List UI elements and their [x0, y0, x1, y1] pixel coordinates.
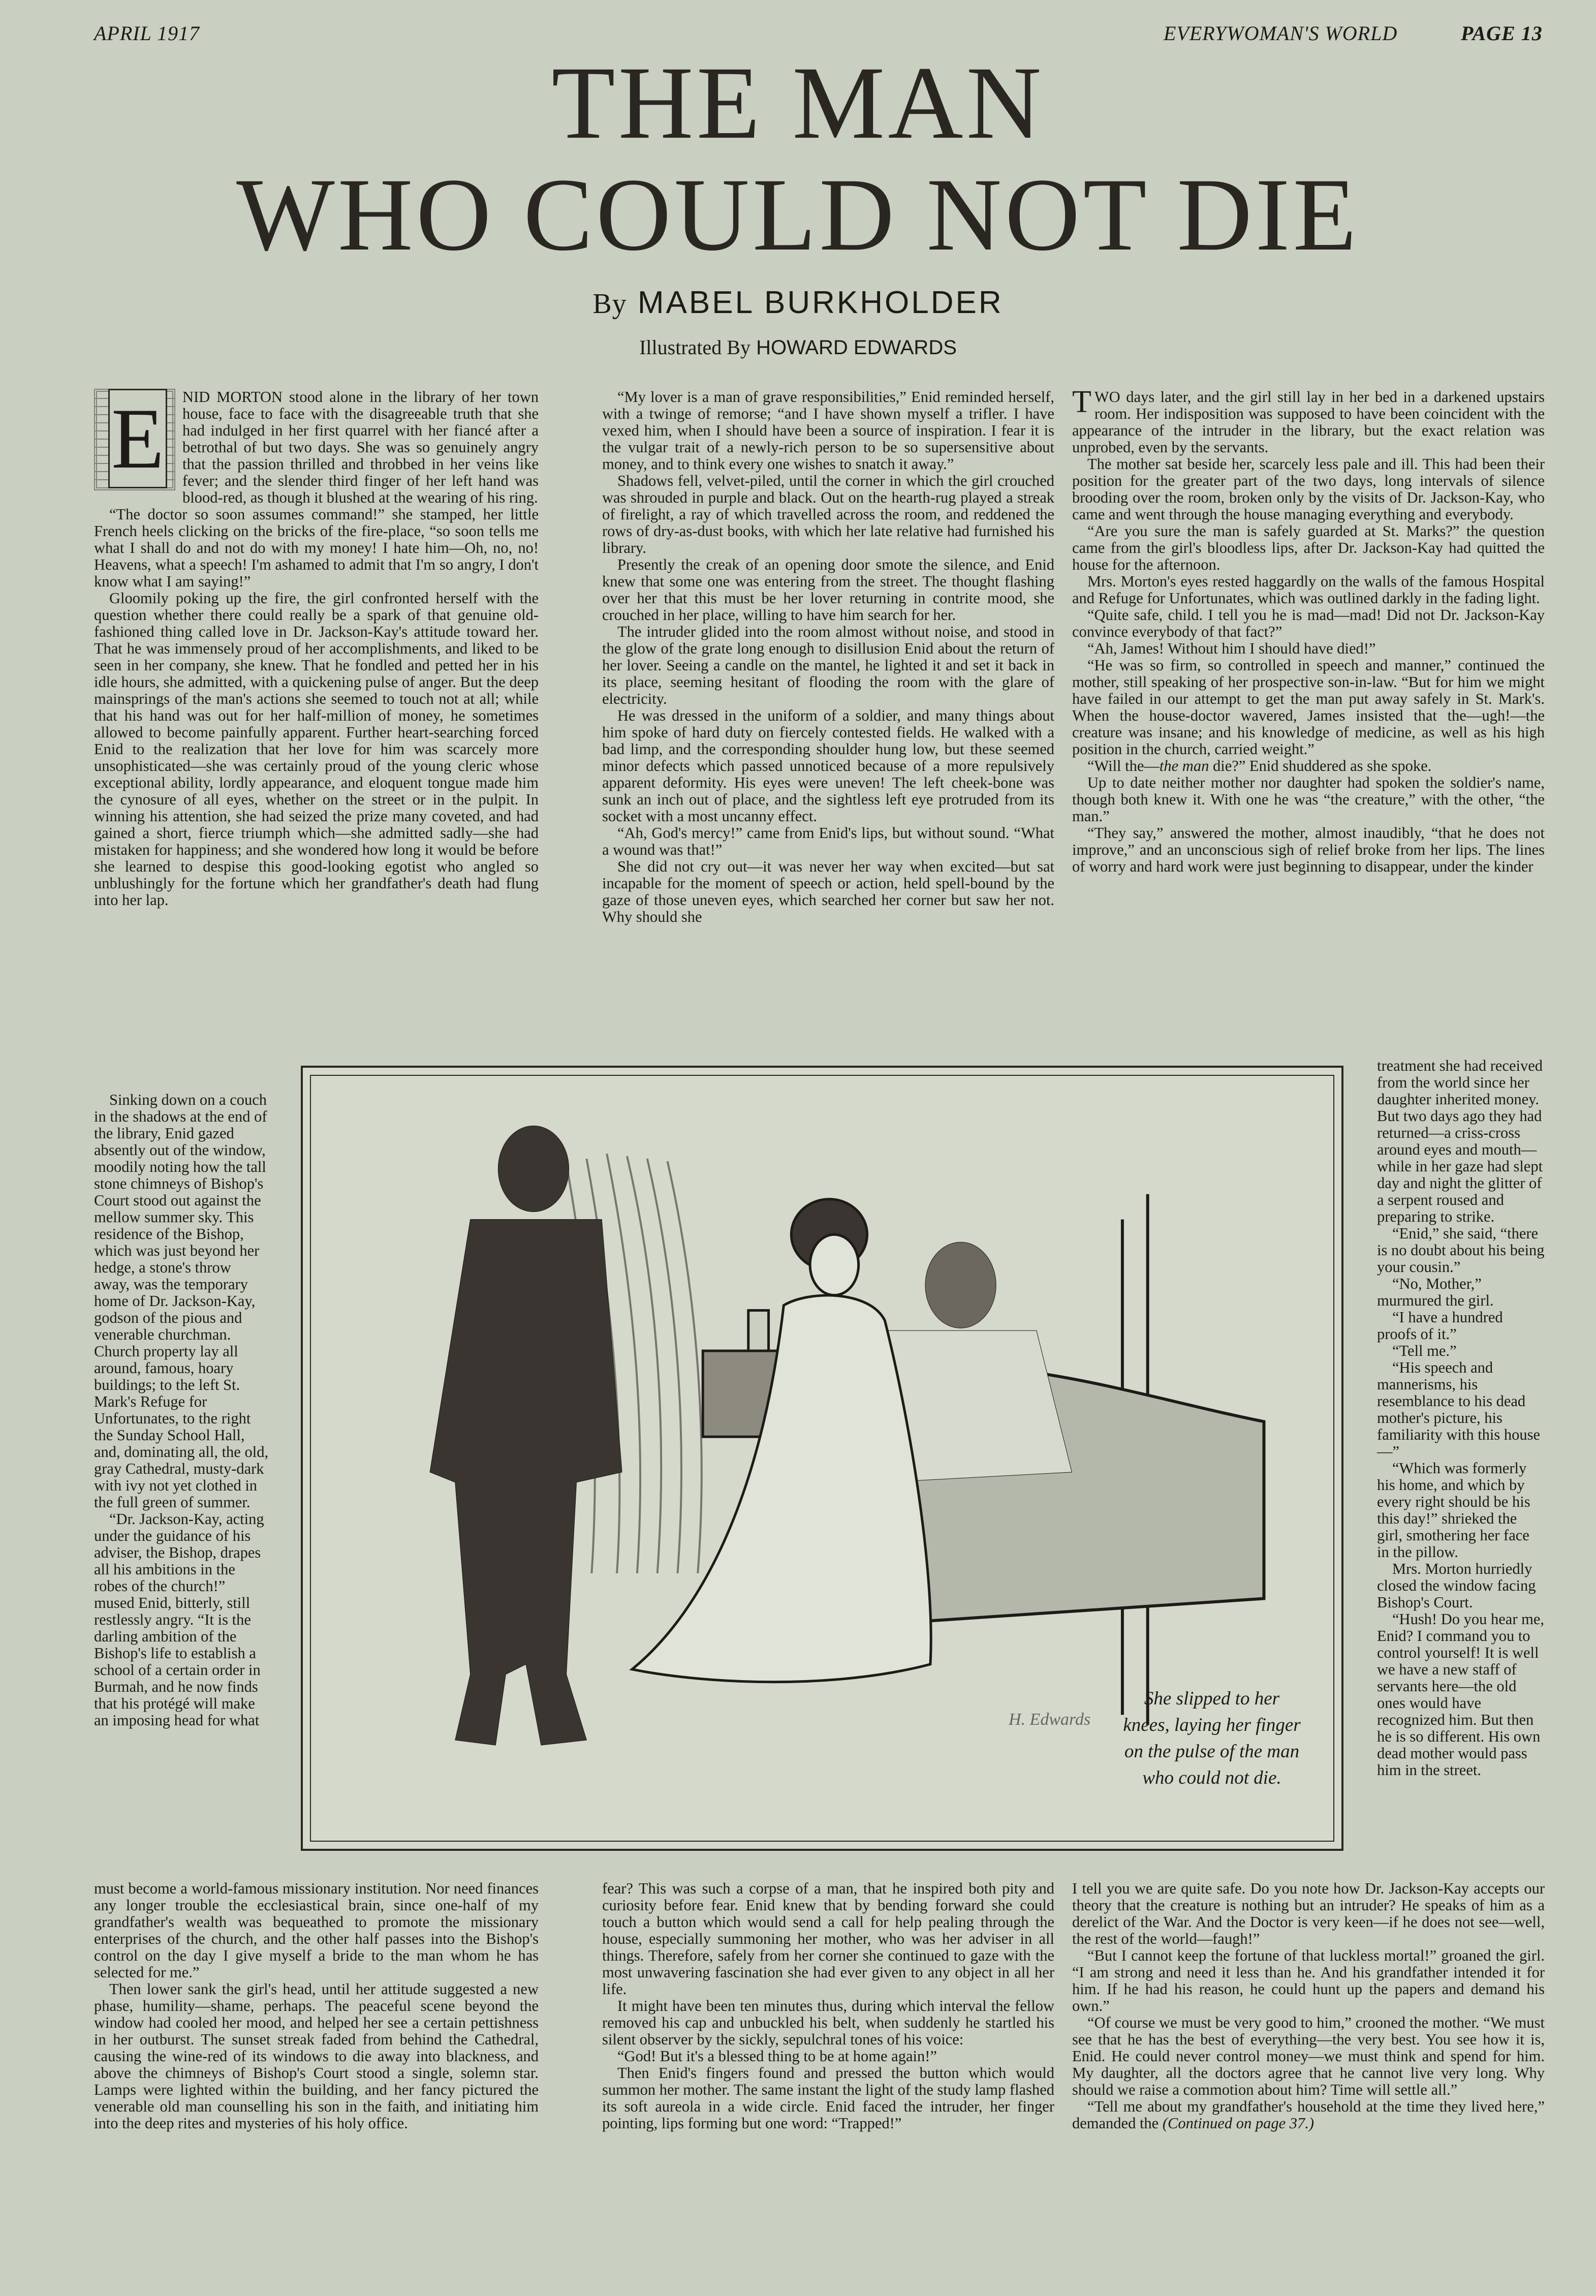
paragraph: fear? This was such a corpse of a man, that he inspired both pity and curiosity before fear. Enid knew that by bending forward she could touch a button which would send a call for help pealing through the house, especially summoning her mother, who was her adviser in all things. Therefore, safely from her corner she continued to gaze with the most unwavering fascination she had ever given to any object in all her life. — [602, 1880, 1054, 1998]
paragraph — [1072, 2098, 1545, 2132]
byline — [0, 285, 1596, 321]
paragraph: It might have been ten minutes thus, during which interval the fellow removed his cap and unbuckled his belt, when suddenly he startled his silent observer by the sickly, sepulchral tones of his voice: — [602, 1997, 1054, 2048]
caption-line: who could not die. — [1142, 1767, 1281, 1788]
paragraph: Then Enid's fingers found and pressed the button which would summon her mother. The same instant the light of the study lamp flashed its soft aureola in a wide circle. Enid faced the intruder, her finger pointing, lips forming but one word: “Trapped!” — [602, 2064, 1054, 2132]
caption-line: She slipped to her — [1144, 1688, 1280, 1709]
column-1-bottom — [94, 1880, 539, 2132]
column-3-bottom — [1072, 1880, 1545, 2132]
paragraph: “The doctor so soon assumes command!” she stamped, her little French heels clicking on the bricks of the fire-place, “so soon tells me what I shall do and not do with my money! I hate him—Oh, no, no! Heavens, what a speech! I'm ashamed to admit that I'm so angry, I don't know what I am saying!” — [94, 506, 539, 590]
paragraph: I tell you we are quite safe. Do you note how Dr. Jackson-Kay accepts our theory that the creature is nothing but an intruder? He speaks of him as a derelict of the War. And the Doctor is very keen—if he does not see—well, the rest of the world—faugh!” — [1072, 1880, 1545, 1947]
paragraph: He was dressed in the uniform of a soldier, and many things about him spoke of hard duty on fiercely contested fields. He walked with a bad limp, and the corresponding shoulder hung low, but these seemed minor defects which passed unnoticed because of a more repulsively apparent deformity. His eyes were uneven! The left cheek-bone was sunk an inch out of place, and the sightless left eye protruded from its socket with a most uncanny effect. — [602, 707, 1054, 825]
column-1-narrow — [94, 1092, 269, 1729]
paragraph: “His speech and mannerisms, his resemblance to his dead mother's picture, his familiarity with this house—” — [1377, 1359, 1541, 1460]
column-2-bottom — [602, 1880, 1054, 2132]
title-line-2: WHO COULD NOT DIE — [236, 157, 1360, 272]
paragraph: “Ah, God's mercy!” came from Enid's lips, but without sound. “What a wound was that!” — [602, 824, 1054, 858]
soldier-figure-icon — [430, 1126, 622, 1745]
column-2-top — [602, 389, 1054, 925]
paragraph: “Are you sure the man is safely guarded at St. Marks?” the question came from the girl's bloodless lips, after Dr. Jackson-Kay had quitted the house for the afternoon. — [1072, 522, 1545, 573]
illustration-caption — [1092, 1686, 1331, 1791]
paragraph: “God! But it's a blessed thing to be at home again!” — [617, 2047, 937, 2065]
paragraph: Mrs. Morton hurriedly closed the window facing Bishop's Court. — [1377, 1560, 1536, 1611]
bedridden-man-icon — [885, 1242, 1072, 1482]
paragraph: Shadows fell, velvet-piled, until the corner in which the girl crouched was shrouded in purple and black. Out on the hearth-rug played a streak of firelight, a ray of which travelled across the room, and reddened the rows of dry-as-dust books, with which her late relative had furnished his library. — [602, 472, 1054, 556]
text-span: die?” Enid shuddered as she spoke. — [1212, 757, 1432, 774]
illustrator-label: Illustrated By — [639, 336, 750, 359]
byline-by: By — [592, 288, 627, 320]
paragraph: “But I cannot keep the fortune of that luckless mortal!” groaned the girl. “I am strong and need it less than he. And his grandfather intended it for him. If he had his reason, he could hunt up the papers and demand his own.” — [1072, 1947, 1545, 2014]
text-span: “Tell me about my grandfather's household at the time they lived here,” demanded the — [1072, 2098, 1545, 2132]
caption-line: on the pulse of the man — [1124, 1741, 1300, 1762]
paragraph: “Hush! Do you hear me, Enid? I command you to control yourself! It is well we have a new staff of servants here—the old ones would have recognized him. But then he is so different. His own dead mother would pass him in the street. — [1377, 1610, 1544, 1779]
drop-cap-ornament — [94, 389, 175, 490]
caption-line: knees, laying her finger — [1123, 1715, 1301, 1735]
paragraph: “Quite safe, child. I tell you he is mad—mad! Did not Dr. Jackson-Kay convince everybody of that fact?” — [1072, 606, 1545, 640]
paragraph: “They say,” answered the mother, almost inaudibly, “that he does not improve,” and an unconscious sigh of relief broke from her lips. The lines of worry and hard work were just beginning to disappear, under the kinder — [1072, 824, 1545, 875]
paragraph: Presently the creak of an opening door smote the silence, and Enid knew that some one was entering from the street. The thought flashing over her that this must be her lover returning in contrite mood, she crouched in her place, willing to have him search for her. — [602, 556, 1054, 624]
paragraph: “I have a hundred proofs of it.” — [1377, 1309, 1503, 1343]
paragraph: She did not cry out—it was never her way when excited—but sat incapable for the moment of speech or action, held spell-bound by the gaze of those uneven eyes, which searched her corner but saw her not. Why should she — [602, 858, 1054, 925]
drop-cap-letter: E — [108, 389, 167, 488]
column-3-narrow — [1377, 1058, 1545, 1779]
section-initial: T — [1072, 385, 1091, 419]
paragraph: “No, Mother,” murmured the girl. — [1377, 1275, 1494, 1309]
continued-note: (Continued on page 37.) — [1162, 2115, 1315, 2132]
paragraph: “Of course we must be very good to him,” crooned the mother. “We must see that he has the best of everything—the very best. You see how it is, Enid. He could never control money—we must think and spend for him. My daughter, all the doctors agree that he cannot live very long. Why should we raise a commotion about him? Time will settle all.” — [1072, 2014, 1545, 2098]
title-line-1: THE MAN — [551, 45, 1045, 161]
paragraph: Mrs. Morton's eyes rested haggardly on the walls of the famous Hospital and Refuge for Unfortunates, which was outlined darkly in the fading light. — [1072, 573, 1545, 607]
page-number: PAGE 13 — [1461, 22, 1543, 45]
illustrator-name: HOWARD EDWARDS — [756, 336, 957, 359]
paragraph: NID MORTON stood alone in the library of her town house, face to face with the disagreeable truth that she had indulged in her first quarrel with her fiancé after a betrothal of but two days. She was so genuinely angry that the passion thrilled and throbbed in her veins like fever; and the slender third finger of her left hand was blood-red, as though it blushed at the wearing of his ring. — [182, 388, 539, 506]
paragraph: “Enid,” she said, “there is no doubt about his being your cousin.” — [1377, 1225, 1545, 1276]
magazine-name: EVERYWOMAN'S WORLD — [1164, 22, 1398, 45]
paragraph: “Ah, James! Without him I should have died!” — [1087, 640, 1376, 657]
paragraph: must become a world-famous missionary institution. Nor need finances any longer trouble the ecclesiastical brain, since one-half of my grandfather's wealth was bequeathed to promote the missionary enterprises of the church, and the other half passes into the Bishop's control on the day I give myself a bride to the man whom he has selected for me.” — [94, 1880, 539, 1981]
paragraph: WO days later, and the girl still lay in her bed in a darkened upstairs room. Her indisposition was supposed to have been coincident with the appearance of the intruder in the library, but the exact relation was unprobed, even by the servants. — [1072, 388, 1545, 456]
paragraph: treatment she had received from the world since her daughter inherited money. But two days ago they had returned—a criss-cross around eyes and mouth—while in her gaze had slept day and night the glitter of a serpent roused and preparing to strike. — [1377, 1057, 1543, 1225]
column-1-top — [94, 389, 539, 909]
paragraph: Up to date neither mother nor daughter had spoken the soldier's name, though both knew it. With one he was “the creature,” with the other, “the man.” — [1072, 774, 1545, 825]
paragraph: “My lover is a man of grave responsibilities,” Enid reminded herself, with a twinge of remorse; “and I have shown myself a trifler. I have vexed him, when I should have been a source of inspiration. I fear it is the vulgar trait of a newly-rich person to be so supersensitive about money, and to think every one wishes to snatch it away.” — [602, 388, 1054, 473]
author-name: MABEL BURKHOLDER — [637, 285, 1004, 320]
column-3-top — [1072, 385, 1545, 875]
paragraph: The intruder glided into the room almost without noise, and stood in the glow of the grate long enough to disillusion Enid about the return of her lover. Seeing a candle on the mantel, he lighted it and set it back in its place, seeming hesitant of flooding the room with the glare of electricity. — [602, 623, 1054, 707]
text-span: “Will the— — [1087, 757, 1160, 774]
kneeling-woman-icon — [632, 1199, 931, 1682]
issue-date: APRIL 1917 — [94, 22, 200, 45]
paragraph: “Dr. Jackson-Kay, acting under the guidance of his adviser, the Bishop, drapes all his ambitions in the robes of the church!” mused Enid, bitterly, still restlessly angry. “It is the darling ambition of the Bishop's life to establish a school of a certain order in Burmah, and he now finds that his protégé will make an imposing head for what — [94, 1510, 264, 1729]
artist-signature: H. Edwards — [1009, 1710, 1091, 1729]
italic-span: the man — [1159, 757, 1209, 774]
paragraph: “He was so firm, so controlled in speech and manner,” continued the mother, still speaking of her prospective son-in-law. “But for him we might have failed in our attempt to get the man put away safely in St. Mark's. When the house-doctor wavered, James insisted that the—ugh!—the creature was insane; and his knowledge of medicine, as well as his high position in the church, carried weight.” — [1072, 657, 1545, 758]
paragraph: Gloomily poking up the fire, the girl confronted herself with the question whether there could really be a spark of that genuine old-fashioned thing called love in Dr. Jackson-Kay's attitude toward her. That he was immensely proud of her accomplishments, and liked to be seen in her company, she knew. That he fondled and petted her in his idle hours, she admitted, with a quickening pulse of anger. But the deep mainsprings of the man's actions she seemed to touch not at all; while that his hand was out for her half-million of money, he sometimes allowed to become painfully apparent. Further heart-searching forced Enid to the realization that her love for him was scarcely more unsophisticated—she was certainly proud of the young cleric whose exceptional ability, lordly appearance, and eloquent tongue made him the cynosure of all eyes, whether on the street or in the pulpit. In winning his attention, she had seized the prize many coveted, and had gained a short, fierce triumph which—she admitted sadly—she had mistaken for happiness; and she wondered how long it would be before she learned to despise this good-looking egotist who angled so unblushingly for the fortune which her grandfather's death had flung into her lap. — [94, 589, 539, 909]
paragraph: Sinking down on a couch in the shadows at the end of the library, Enid gazed absently out of the window, moodily noting how the tall stone chimneys of Bishop's Court stood out against the mellow summer sky. This residence of the Bishop, which was just beyond her hedge, a stone's throw away, was the temporary home of Dr. Jackson-Kay, godson of the pious and venerable churchman. Church property lay all around, famous, hoary buildings; to the left St. Mark's Refuge for Unfortunates, to the right the Sunday School Hall, and, dominating all, the old, gray Cathedral, musty-dark with ivy not yet clothed in the full green of summer. — [94, 1091, 269, 1511]
paragraph: “Tell me.” — [1392, 1342, 1457, 1359]
paragraph — [1072, 758, 1545, 774]
paragraph: The mother sat beside her, scarcely less pale and ill. This had been their position for the greater part of the two days, long intervals of silence brooding over the room, broken only by the visits of Dr. Jackson-Kay, who came and went through the house managing everything and everybody. — [1072, 455, 1545, 523]
paragraph: “Which was formerly his home, and which by every right should be his this day!” shrieked the girl, smothering her face in the pillow. — [1377, 1460, 1530, 1561]
illustrator-credit — [0, 335, 1596, 359]
paragraph: Then lower sank the girl's head, until her attitude suggested a new phase, humility—shame, perhaps. The peaceful scene beyond the window had cooled her mood, and helped her see a certain pettishness in her outburst. The sunset streak faded from behind the Cathedral, causing the wine-red of its windows to die away into blackness, and above the chimneys of Bishop's Court stood a single, solemn star. Lamps were lighted within the building, and her fancy pictured the venerable old man counselling his son in the faith, and initiating him into the deep rites and mysteries of his holy office. — [94, 1980, 539, 2132]
